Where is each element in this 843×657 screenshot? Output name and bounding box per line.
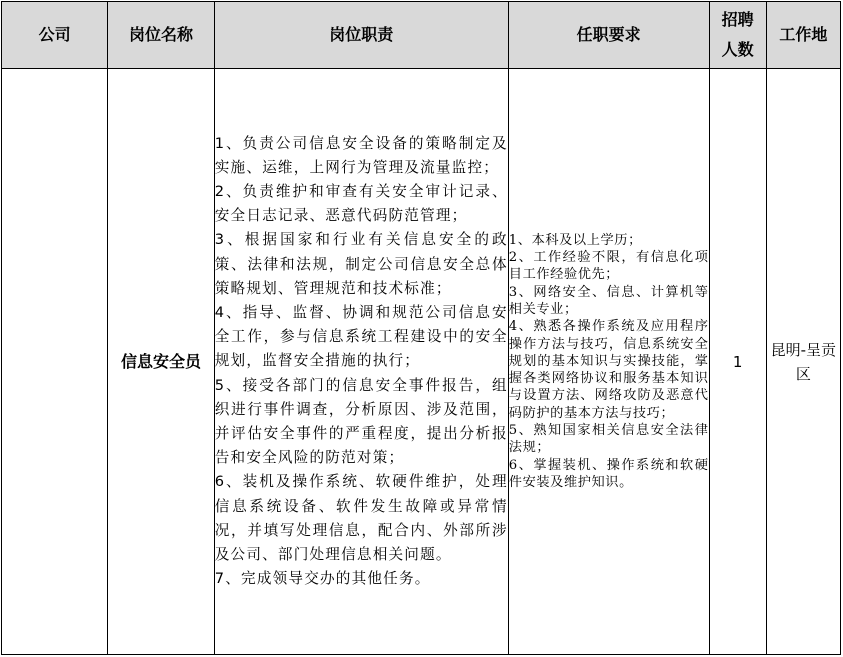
header-company: 公司 bbox=[2, 2, 108, 69]
requirement-item: 4、熟悉各操作系统及应用程序操作方法与技巧，信息系统安全规划的基本知识与实操技能，掌握各类网络协议和服务基本知识与设置方法、网络攻防及恶意代码防护的基本方法与技巧； bbox=[508, 319, 709, 421]
header-headcount-label: 招聘人数 bbox=[721, 10, 754, 59]
job-posting-table bbox=[1, 1, 841, 655]
duty-item: 4、指导、监督、协调和规范公司信息安全工作，参与信息系统工程建设中的安全规划，监督安全措施的执行； bbox=[214, 303, 508, 370]
duty-item: 7、完成领导交办的其他任务。 bbox=[214, 570, 431, 588]
header-duties: 岗位职责 bbox=[214, 2, 508, 69]
duty-item: 6、装机及操作系统、软硬件维护，处理信息系统设备、软件发生故障或异常情况，并填写处理信息，配合内、外部所涉及公司、部门处理信息相关问题。 bbox=[214, 473, 508, 564]
table-row bbox=[2, 69, 841, 655]
header-location: 工作地 bbox=[766, 2, 840, 69]
duty-item: 1、负责公司信息安全设备的策略制定及实施、运维，上网行为管理及流量监控； bbox=[214, 134, 508, 176]
cell-requirements bbox=[508, 69, 709, 655]
requirement-item: 1、本科及以上学历； bbox=[508, 232, 642, 248]
cell-position: 信息安全员 bbox=[108, 69, 214, 655]
cell-duties bbox=[214, 69, 508, 655]
header-requirements: 任职要求 bbox=[508, 2, 709, 69]
header-headcount bbox=[709, 2, 766, 69]
requirement-item: 3、网络安全、信息、计算机等相关专业； bbox=[508, 284, 709, 317]
duty-item: 5、接受各部门的信息安全事件报告，组织进行事件调查，分析原因、涉及范围，并评估安全事件的严重程度，提出分析报告和安全风险的防范对策； bbox=[214, 376, 508, 467]
duty-item: 2、负责维护和审查有关安全审计记录、安全日志记录、恶意代码防范管理； bbox=[214, 182, 508, 225]
requirement-item: 2、工作经验不限，有信息化项目工作经验优先； bbox=[508, 250, 709, 283]
cell-company bbox=[2, 69, 108, 655]
cell-location: 昆明-呈贡区 bbox=[766, 69, 840, 655]
requirement-item: 5、熟知国家相关信息安全法律法规； bbox=[508, 423, 709, 456]
cell-headcount: 1 bbox=[709, 69, 766, 655]
header-position: 岗位名称 bbox=[108, 2, 214, 69]
requirement-item: 6、掌握装机、操作系统和软硬件安装及维护知识。 bbox=[508, 457, 709, 490]
header-row bbox=[2, 2, 841, 69]
duty-item: 3、根据国家和行业有关信息安全的政策、法律和法规，制定公司信息安全总体策略规划、管理规范和技术标准； bbox=[214, 231, 508, 297]
